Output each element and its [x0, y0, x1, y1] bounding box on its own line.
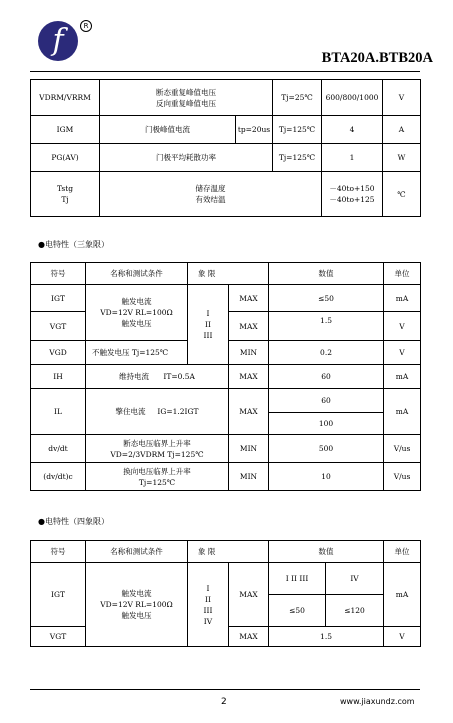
limit-cell: MAX	[229, 312, 269, 341]
cond-cell: tp=20us	[236, 116, 273, 144]
header-cell: 名称和测试条件	[86, 541, 188, 563]
logo-letter: f	[52, 23, 64, 58]
quadrant-cell	[188, 563, 229, 647]
quadrant-cell	[188, 285, 229, 365]
header-cell: 符号	[31, 263, 86, 285]
quadrant-line: II	[205, 594, 211, 604]
name-line: VD=2/3VDRM Tj=125℃	[110, 449, 204, 459]
name-cell	[86, 365, 229, 389]
unit-cell: V	[384, 627, 421, 647]
table-row	[31, 80, 421, 116]
header-cell: 单位	[384, 263, 421, 285]
name-cell	[86, 563, 188, 647]
name-line: 有效结温	[195, 195, 226, 204]
unit-cell: mA	[384, 389, 421, 435]
value-cell	[322, 172, 383, 217]
three-quadrant-table	[30, 262, 421, 491]
value-cell: ≤50	[269, 285, 384, 312]
subheader-cell: I II III	[269, 563, 326, 595]
table-row	[31, 435, 421, 463]
section-title-three-quadrant: ●电特性（三象限）	[38, 240, 109, 249]
value-cell: 500	[269, 435, 384, 463]
symbol-cell: VGT	[31, 312, 86, 341]
limit-cell: MAX	[229, 285, 269, 312]
quadrant-line: IV	[203, 616, 213, 626]
cond-text: IT=0.5A	[163, 372, 195, 381]
name-line: 反向重复峰值电压	[156, 98, 216, 108]
symbol-cell: PG(AV)	[31, 144, 100, 172]
name-cell: 不触发电压 Tj=125℃	[86, 341, 188, 365]
header-cell: 符号	[31, 541, 86, 563]
name-cell: 门极峰值电流	[100, 116, 236, 144]
value-cell: 60	[269, 365, 384, 389]
symbol-cell: dv/dt	[31, 435, 86, 463]
registered-mark: R	[80, 20, 92, 32]
symbol-cell: IH	[31, 365, 86, 389]
limit-cell: MAX	[229, 389, 269, 435]
unit-cell: V	[383, 80, 421, 116]
name-cell	[86, 463, 229, 491]
table-header-row	[31, 263, 421, 285]
header-cell: 象 限	[188, 541, 269, 563]
quadrant-line: I	[206, 309, 210, 318]
limit-cell: MIN	[229, 341, 269, 365]
symbol-cell: IL	[31, 389, 86, 435]
value-cell: 10	[269, 463, 384, 491]
unit-cell: mA	[384, 563, 421, 627]
tj-cell: Tj=25℃	[273, 80, 322, 116]
name-line: 储存温度	[195, 184, 226, 193]
name-text: 擎住电流	[115, 407, 146, 416]
table-row	[31, 389, 421, 413]
value-cell: 100	[269, 413, 384, 435]
header-cell: 名称和测试条件	[86, 263, 188, 285]
four-quadrant-table	[30, 540, 421, 647]
name-line: 换向电压临界上升率	[123, 466, 191, 476]
name-line: VD=12V RL=100Ω	[100, 308, 173, 317]
table-row	[31, 144, 421, 172]
table-row	[31, 563, 421, 595]
name-line: Tj=125℃	[138, 477, 176, 487]
subheader-cell: IV	[326, 563, 384, 595]
tj-cell: Tj=125℃	[273, 144, 322, 172]
page-number: 2	[221, 697, 227, 707]
name-cell	[86, 435, 229, 463]
limit-cell: MAX	[229, 365, 269, 389]
document-title: BTA20A.BTB20A	[321, 50, 433, 66]
value-cell: ≤50	[269, 595, 326, 627]
name-line: 触发电压	[121, 611, 152, 620]
value-cell: 0.2	[269, 341, 384, 365]
symbol-cell	[31, 172, 100, 217]
value-line: －40to+125	[329, 195, 375, 204]
name-text: 维持电流	[119, 372, 150, 381]
ratings-table	[30, 79, 421, 217]
limit-cell: MIN	[229, 463, 269, 491]
quadrant-line: II	[205, 320, 211, 329]
section-title-four-quadrant: ●电特性（四象限）	[38, 517, 109, 526]
unit-cell: A	[383, 116, 421, 144]
symbol-cell: (dv/dt)c	[31, 463, 86, 491]
symbol-cell: IGT	[31, 285, 86, 312]
name-line: 触发电压	[121, 319, 152, 328]
name-cell	[86, 285, 188, 341]
symbol-cell: IGT	[31, 563, 86, 627]
unit-cell: ℃	[383, 172, 421, 217]
name-line: VD=12V RL=100Ω	[100, 600, 173, 609]
value-cell: ≤120	[326, 595, 384, 627]
footer-rule	[30, 689, 420, 690]
table-row	[31, 172, 421, 217]
table-row	[31, 463, 421, 491]
symbol-cell: IGM	[31, 116, 100, 144]
value-cell: 60	[269, 389, 384, 413]
name-line: 触发电流	[121, 297, 152, 306]
symbol-line: Tstg	[56, 184, 74, 193]
table-header-row	[31, 541, 421, 563]
header-rule	[30, 71, 420, 72]
company-logo	[38, 21, 78, 61]
name-cell	[100, 172, 322, 217]
quadrant-line: I	[206, 583, 210, 593]
symbol-cell: VGT	[31, 627, 86, 647]
limit-cell: MAX	[229, 563, 269, 627]
value-line: －40to+150	[329, 184, 375, 193]
quadrant-line: III	[203, 331, 213, 340]
unit-cell: V/us	[384, 463, 421, 491]
value-cell: 1.5	[269, 312, 384, 341]
name-cell: 门极平均耗散功率	[100, 144, 273, 172]
unit-cell: mA	[384, 285, 421, 312]
unit-cell: V	[384, 341, 421, 365]
header-cell: 数值	[269, 263, 384, 285]
name-cell	[100, 80, 273, 116]
limit-cell: MIN	[229, 435, 269, 463]
table-row	[31, 285, 421, 312]
table-row	[31, 365, 421, 389]
value-cell: 4	[322, 116, 383, 144]
header-cell: 象 限	[188, 263, 269, 285]
unit-cell: V/us	[384, 435, 421, 463]
value-cell: 1.5	[269, 627, 384, 647]
value-cell: 600/800/1000	[322, 80, 383, 116]
symbol-line: Tj	[61, 195, 69, 204]
name-line: 断态重复峰值电压	[156, 87, 216, 97]
symbol-cell: VDRM/VRRM	[31, 80, 100, 116]
header-cell: 单位	[384, 541, 421, 563]
name-line: 触发电流	[121, 589, 152, 598]
name-cell	[86, 389, 229, 435]
quadrant-line: III	[203, 605, 213, 615]
website-url[interactable]: www.jiaxundz.com	[340, 697, 415, 706]
symbol-cell: VGD	[31, 341, 86, 365]
table-row	[31, 116, 421, 144]
value-cell: 1	[322, 144, 383, 172]
tj-cell: Tj=125℃	[273, 116, 322, 144]
cond-text: IG=1.2IGT	[157, 407, 199, 416]
header-cell: 数值	[269, 541, 384, 563]
unit-cell: V	[384, 312, 421, 341]
unit-cell: mA	[384, 365, 421, 389]
name-line: 断态电压临界上升率	[123, 438, 191, 448]
limit-cell: MAX	[229, 627, 269, 647]
unit-cell: W	[383, 144, 421, 172]
